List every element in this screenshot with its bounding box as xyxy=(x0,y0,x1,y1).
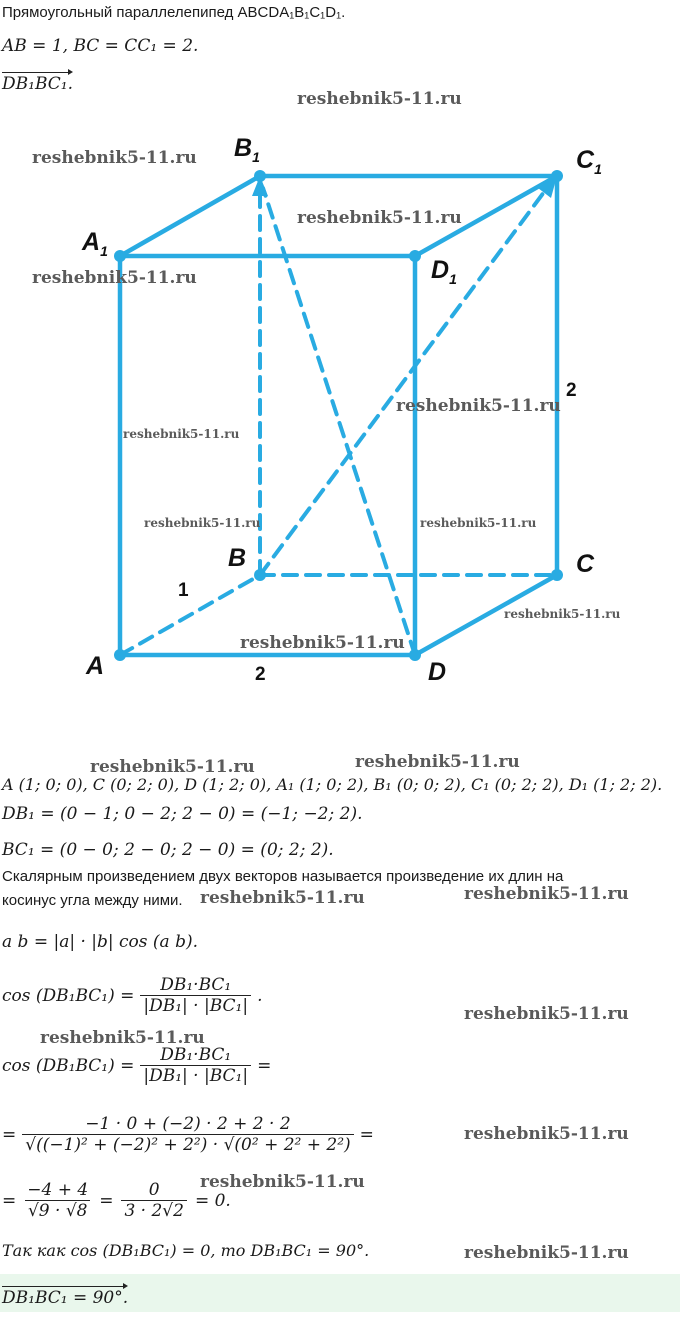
watermark: reshebnik5-11.ru xyxy=(297,89,462,109)
watermark: reshebnik5-11.ru xyxy=(504,607,621,621)
vector-db1-line: DB₁ = (0 − 1; 0 − 2; 2 − 0) = (−1; −2; 2). xyxy=(2,804,363,824)
vertex-c xyxy=(551,569,563,581)
label-b1: $B_1$ xyxy=(234,134,260,165)
watermark: reshebnik5-11.ru xyxy=(123,427,240,441)
watermark: reshebnik5-11.ru xyxy=(464,1004,629,1024)
watermark: reshebnik5-11.ru xyxy=(297,208,462,228)
cos-formula-repeat: cos (DB₁BC₁) = $\frac{\text{DB₁·BC₁}}{\text{|DB₁| · |BC₁|}}$ = xyxy=(2,1045,272,1086)
frac-denominator: |DB₁| · |BC₁| xyxy=(140,1065,251,1086)
coordinates-line: A (1; 0; 0), C (0; 2; 0), D (1; 2; 0), A₁ (1; 0; 2), B₁ (0; 0; 2), C₁ (0; 2; 2), D₁ (1; 2; 2). xyxy=(2,775,663,794)
watermark: reshebnik5-11.ru xyxy=(200,888,365,908)
watermark: reshebnik5-11.ru xyxy=(464,1124,629,1144)
frac-denominator: |DB₁| · |BC₁| xyxy=(140,995,251,1016)
dot-product-formula: a b = |a| · |b| cos (a b). xyxy=(2,932,198,952)
dim-cc1: 2 xyxy=(566,380,577,401)
calc-numerator: −1 · 0 + (−2) · 2 + 2 · 2 xyxy=(85,1114,291,1134)
conclusion-line: Так как cos (DB₁BC₁) = 0, то DB₁BC₁ = 90°. xyxy=(2,1241,370,1260)
vertex-d1 xyxy=(409,250,421,262)
problem-line-1: Прямоугольный параллелепипед ABCDA₁B₁C₁D₁. xyxy=(2,4,346,21)
cos-formula: cos (DB₁BC₁) = $\frac{\text{DB₁·BC₁}}{\text{|DB₁| · |BC₁|}}$ . xyxy=(2,975,263,1016)
watermark: reshebnik5-11.ru xyxy=(396,396,561,416)
watermark: reshebnik5-11.ru xyxy=(32,148,197,168)
watermark: reshebnik5-11.ru xyxy=(355,752,520,772)
vertex-a1 xyxy=(114,250,126,262)
watermark: reshebnik5-11.ru xyxy=(144,516,261,530)
watermark: reshebnik5-11.ru xyxy=(32,268,197,288)
dim-ad: 2 xyxy=(255,664,266,685)
watermark: reshebnik5-11.ru xyxy=(90,757,255,777)
calc-denominator: √((−1)² + (−2)² + 2²) · √(0² + 2² + 2²) xyxy=(22,1134,353,1155)
watermark: reshebnik5-11.ru xyxy=(420,516,537,530)
step-numerator-2: 0 xyxy=(148,1180,160,1200)
frac-numerator: DB₁·BC₁ xyxy=(160,1045,232,1065)
dim-ab: 1 xyxy=(178,580,189,601)
vector-bc1-line: BC₁ = (0 − 0; 2 − 0; 2 − 0) = (0; 2; 2). xyxy=(2,840,334,860)
definition-line-2: косинус угла между ними. xyxy=(2,892,183,909)
vertex-b1 xyxy=(254,170,266,182)
label-c1: $C_1$ xyxy=(576,146,602,177)
step-numerator-1: −4 + 4 xyxy=(27,1180,89,1200)
edge-a-b xyxy=(120,575,260,655)
step-denominator-1: √9 · √8 xyxy=(25,1200,91,1221)
label-a: A xyxy=(86,652,105,680)
watermark: reshebnik5-11.ru xyxy=(200,1172,365,1192)
step-denominator-2: 3 · 2√2 xyxy=(121,1200,187,1221)
vertex-b xyxy=(254,569,266,581)
simplification-step: = $\frac{-4 + 4}{√9 \cdot √8}$ = $\frac{0}{3 \cdot 2√2}$ = 0. xyxy=(2,1180,231,1221)
watermark: reshebnik5-11.ru xyxy=(464,884,629,904)
step-result: = 0. xyxy=(194,1190,231,1211)
label-b: B xyxy=(228,544,247,572)
problem-line-2: AB = 1, BC = CC₁ = 2. xyxy=(2,36,199,56)
edge-a1-b1 xyxy=(120,176,260,256)
definition-line-1: Скалярным произведением двух векторов называется произведение их длин на xyxy=(2,868,564,885)
cos-lhs: cos (DB₁BC₁) = xyxy=(2,985,135,1006)
calculation-step: = $\frac{-1 \cdot 0 + (-2) \cdot 2 + 2 \cdot 2}{\text{√((−1)² + (−2)² + 2²) · √(0² + 2² + 2²)}}$ = xyxy=(2,1114,374,1155)
watermark: reshebnik5-11.ru xyxy=(40,1028,205,1048)
label-d: D xyxy=(428,658,447,686)
vertex-d xyxy=(409,649,421,661)
label-a1: $A_1$ xyxy=(82,228,108,259)
problem-line-3: DB₁BC₁. xyxy=(2,70,73,94)
vertex-c1 xyxy=(551,170,563,182)
cos-lhs: cos (DB₁BC₁) = xyxy=(2,1055,135,1076)
label-c: C xyxy=(576,550,595,578)
answer-box xyxy=(0,1274,680,1312)
frac-numerator: DB₁·BC₁ xyxy=(160,975,232,995)
watermark: reshebnik5-11.ru xyxy=(464,1243,629,1263)
answer-text: DB₁BC₁ = 90°. xyxy=(2,1284,128,1308)
label-d1: $D_1$ xyxy=(431,256,457,287)
watermark: reshebnik5-11.ru xyxy=(240,633,405,653)
vertex-a xyxy=(114,649,126,661)
